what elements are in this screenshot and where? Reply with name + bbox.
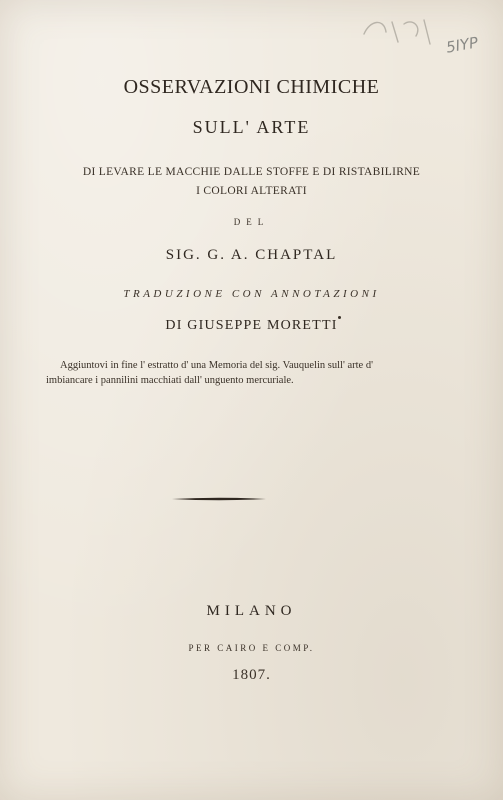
- imprint-city: MILANO: [206, 603, 297, 619]
- translator-name: DI GIUSEPPE MORETTI: [165, 318, 338, 333]
- ink-speck: [338, 316, 341, 319]
- subject-line-2: I COLORI ALTERATI: [196, 185, 307, 197]
- appendix-note: Aggiuntovi in fine l' estratto d' una Memoria del sig. Vauquelin sull' arte d' imbiancare i pannilini macchiati dall' unguento mercuriale.: [46, 360, 373, 386]
- pencil-scribble-icon: [358, 12, 438, 52]
- book-subtitle: SULL' ARTE: [192, 117, 311, 137]
- pencil-shelfmark: 5IYP: [444, 33, 480, 57]
- imprint-publisher: PER CAIRO E COMP.: [188, 643, 315, 653]
- by-label: DEL: [233, 217, 270, 227]
- imprint-year: 1807.: [232, 667, 271, 683]
- translation-note: TRADUZIONE CON ANNOTAZIONI: [123, 288, 380, 300]
- decorative-rule: [172, 497, 266, 501]
- author-name: SIG. G. A. CHAPTAL: [165, 247, 338, 263]
- book-title: OSSERVAZIONI CHIMICHE: [123, 76, 380, 98]
- subject-line-1: DI LEVARE LE MACCHIE DALLE STOFFE E DI RISTABILIRNE: [82, 166, 421, 178]
